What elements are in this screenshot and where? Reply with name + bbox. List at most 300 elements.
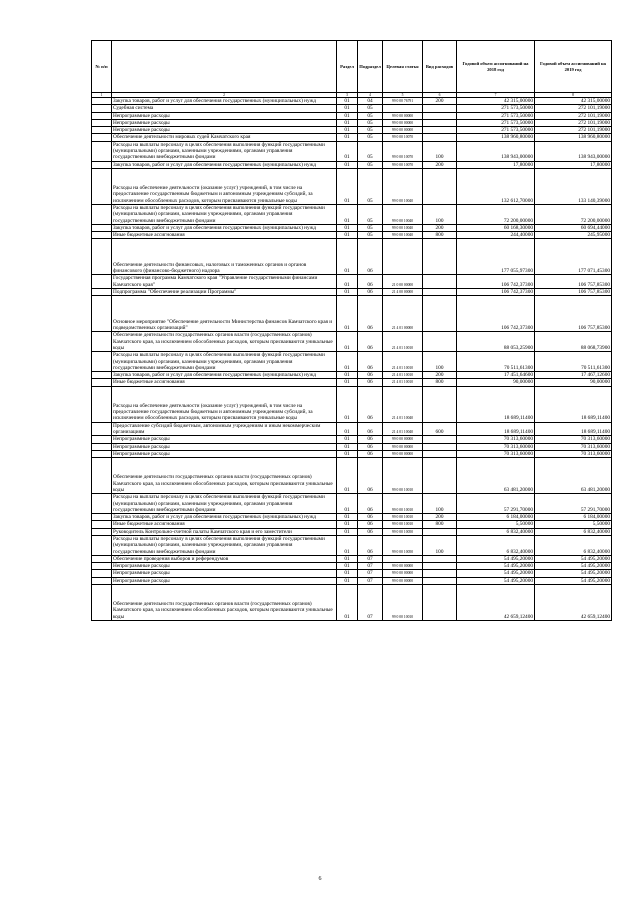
expense-type-cell: 800 — [423, 521, 457, 528]
amount-2018-cell: 6 832,40000 — [457, 528, 535, 535]
table-row — [92, 239, 612, 275]
expense-name-cell: Руководитель Контрольно-счетной палаты Камчатского края и его заместители — [112, 528, 337, 535]
table-row — [92, 514, 612, 521]
row-number-cell — [92, 232, 112, 239]
row-number-cell — [92, 372, 112, 379]
row-number-cell — [92, 119, 112, 126]
expense-name-cell: Основное мероприятие "Обеспечение деятельности Министерства финансов Камчатского края и подведомственных организаций" — [112, 296, 337, 332]
target-article-cell: 21 4 01 10040 — [383, 422, 423, 436]
subsection-code-cell: 06 — [358, 239, 383, 275]
amount-2018-cell: 106 742,37300 — [457, 296, 535, 332]
target-article-cell: 99 0 00 10040 — [383, 204, 423, 224]
expense-type-cell — [423, 528, 457, 535]
amount-2019-cell: 106 757,85300 — [535, 296, 612, 332]
subsection-code-cell: 05 — [358, 134, 383, 141]
row-number-cell — [92, 528, 112, 535]
subsection-code-cell: 06 — [358, 296, 383, 332]
subsection-code-cell: 05 — [358, 204, 383, 224]
section-code-cell: 01 — [337, 224, 358, 231]
table-row — [92, 535, 612, 555]
row-number-cell — [92, 535, 112, 555]
header-target-article: Целевая статья — [383, 41, 423, 93]
section-code-cell: 01 — [337, 289, 358, 296]
row-number-cell — [92, 386, 112, 422]
expense-name-cell: Подпрограмма "Обеспечение реализации Программы" — [112, 289, 337, 296]
row-number-cell — [92, 352, 112, 372]
row-number-cell — [92, 577, 112, 584]
table-row — [92, 204, 612, 224]
amount-2018-cell: 6 184,00000 — [457, 514, 535, 521]
amount-2018-cell: 18 689,11400 — [457, 386, 535, 422]
expense-name-cell: Расходы на выплаты персоналу в целях обеспечения выполнения функций государственными (муниципальными) органами, казенными учреждениями, органами управления государственными внебюджетными фондами — [112, 204, 337, 224]
expense-name-cell: Государственная программа Камчатского края "Управление государственными финансами Камчатского края" — [112, 275, 337, 289]
table-row — [92, 555, 612, 562]
budget-table — [91, 40, 612, 621]
amount-2018-cell: 72 200,00000 — [457, 204, 535, 224]
table-row — [92, 134, 612, 141]
section-code-cell: 01 — [337, 352, 358, 372]
table-row — [92, 105, 612, 112]
amount-2018-cell: 17,80000 — [457, 161, 535, 168]
subsection-code-cell: 07 — [358, 577, 383, 584]
amount-2019-cell: 272 101,19000 — [535, 119, 612, 126]
table-row — [92, 127, 612, 134]
subsection-code-cell: 06 — [358, 443, 383, 450]
target-article-cell — [383, 239, 423, 275]
amount-2018-cell: 271 573,50000 — [457, 127, 535, 134]
table-row — [92, 141, 612, 161]
table-row — [92, 372, 612, 379]
amount-2019-cell: 245,95000 — [535, 232, 612, 239]
expense-type-cell — [423, 585, 457, 621]
table-row — [92, 168, 612, 204]
expense-type-cell: 200 — [423, 224, 457, 231]
target-article-cell: 21 4 01 10010 — [383, 379, 423, 386]
subsection-code-cell: 04 — [358, 98, 383, 105]
column-number: 4 — [358, 93, 383, 98]
expense-name-cell: Закупка товаров, работ и услуг для обеспечения государственных (муниципальных) нужд — [112, 372, 337, 379]
subsection-code-cell: 05 — [358, 168, 383, 204]
section-code-cell: 01 — [337, 134, 358, 141]
row-number-cell — [92, 450, 112, 457]
expense-type-cell: 200 — [423, 372, 457, 379]
expense-type-cell: 800 — [423, 232, 457, 239]
section-code-cell: 01 — [337, 232, 358, 239]
expense-type-cell — [423, 289, 457, 296]
table-row — [92, 161, 612, 168]
table-body — [92, 98, 612, 621]
amount-2019-cell: 42 659,12400 — [535, 585, 612, 621]
subsection-code-cell: 05 — [358, 161, 383, 168]
table-row — [92, 379, 612, 386]
header-expense-type: Вид расходов — [423, 41, 457, 93]
amount-2019-cell: 54 495,20000 — [535, 570, 612, 577]
section-code-cell: 01 — [337, 577, 358, 584]
table-row — [92, 352, 612, 372]
subsection-code-cell: 06 — [358, 494, 383, 514]
expense-type-cell: 100 — [423, 494, 457, 514]
amount-2018-cell: 70 313,60000 — [457, 450, 535, 457]
table-row — [92, 443, 612, 450]
table-row — [92, 585, 612, 621]
section-code-cell: 01 — [337, 555, 358, 562]
header-subsection: Подраздел — [358, 41, 383, 93]
row-number-cell — [92, 563, 112, 570]
expense-type-cell — [423, 119, 457, 126]
table-row — [92, 577, 612, 584]
target-article-cell: 99 0 00 00000 — [383, 570, 423, 577]
expense-type-cell — [423, 570, 457, 577]
expense-name-cell: Закупка товаров, работ и услуг для обеспечения государственных (муниципальных) нужд — [112, 98, 337, 105]
amount-2019-cell: 63 481,20000 — [535, 458, 612, 494]
row-number-cell — [92, 296, 112, 332]
expense-name-cell: Расходы на выплаты персоналу в целях обеспечения выполнения функций государственными (муниципальными) органами, казенными учреждениями, органами управления государственными внебюджетными фондами — [112, 141, 337, 161]
expense-type-cell — [423, 563, 457, 570]
expense-name-cell: Непрограммные расходы — [112, 112, 337, 119]
amount-2018-cell: 54 495,20000 — [457, 570, 535, 577]
amount-2018-cell: 70 313,60000 — [457, 436, 535, 443]
amount-2019-cell: 70 313,60000 — [535, 436, 612, 443]
subsection-code-cell: 05 — [358, 105, 383, 112]
expense-name-cell: Расходы на выплаты персоналу в целях обеспечения выполнения функций государственными (муниципальными) органами, казенными учреждениями, органами управления государственными внебюджетными фондами — [112, 494, 337, 514]
column-number: 2 — [112, 93, 337, 98]
row-number-cell — [92, 585, 112, 621]
section-code-cell: 01 — [337, 422, 358, 436]
target-article-cell: 21 4 01 10010 — [383, 352, 423, 372]
section-code-cell: 01 — [337, 332, 358, 352]
target-article-cell: 99 0 00 10040 — [383, 168, 423, 204]
target-article-cell: 21 4 01 00000 — [383, 296, 423, 332]
amount-2018-cell: 54 495,20000 — [457, 555, 535, 562]
expense-name-cell: Обеспечение деятельности государственных органов власти (государственных органов) Камчатского края, за исключением обособленных расходов, которым присваиваются уникальные коды — [112, 332, 337, 352]
subsection-code-cell: 06 — [358, 332, 383, 352]
expense-type-cell — [423, 577, 457, 584]
header-amount-2018: Годовой объем ассигнований на 2018 год — [457, 41, 535, 93]
table-row — [92, 528, 612, 535]
amount-2018-cell: 106 742,37300 — [457, 289, 535, 296]
amount-2018-cell: 271 573,50000 — [457, 112, 535, 119]
subsection-code-cell: 05 — [358, 224, 383, 231]
amount-2019-cell: 54 495,20000 — [535, 555, 612, 562]
section-code-cell: 01 — [337, 105, 358, 112]
expense-type-cell: 100 — [423, 535, 457, 555]
target-article-cell: 99 0 00 00000 — [383, 436, 423, 443]
table-row — [92, 386, 612, 422]
section-code-cell: 01 — [337, 585, 358, 621]
expense-type-cell — [423, 127, 457, 134]
column-number: 1 — [92, 93, 112, 98]
amount-2018-cell: 57 291,70000 — [457, 494, 535, 514]
target-article-cell: 99 0 00 10010 — [383, 494, 423, 514]
amount-2018-cell: 54 495,20000 — [457, 577, 535, 584]
table-row — [92, 112, 612, 119]
column-number: 8 — [535, 93, 612, 98]
target-article-cell: 99 0 00 10070 — [383, 134, 423, 141]
expense-type-cell — [423, 555, 457, 562]
table-row — [92, 570, 612, 577]
amount-2018-cell: 63 481,20000 — [457, 458, 535, 494]
target-article-cell: 99 0 00 00000 — [383, 563, 423, 570]
amount-2018-cell: 70 511,61300 — [457, 352, 535, 372]
amount-2018-cell: 18 689,11400 — [457, 422, 535, 436]
section-code-cell: 01 — [337, 127, 358, 134]
expense-type-cell — [423, 239, 457, 275]
expense-name-cell: Обеспечение деятельности мировых судей Камчатского края — [112, 134, 337, 141]
expense-type-cell: 200 — [423, 98, 457, 105]
section-code-cell: 01 — [337, 563, 358, 570]
amount-2019-cell: 54 495,20000 — [535, 563, 612, 570]
row-number-cell — [92, 112, 112, 119]
section-code-cell: 01 — [337, 204, 358, 224]
amount-2018-cell: 88 053,25900 — [457, 332, 535, 352]
amount-2018-cell: 5,50000 — [457, 521, 535, 528]
amount-2019-cell: 18 689,11400 — [535, 422, 612, 436]
column-number: 7 — [457, 93, 535, 98]
expense-name-cell: Непрограммные расходы — [112, 127, 337, 134]
row-number-cell — [92, 332, 112, 352]
subsection-code-cell: 06 — [358, 521, 383, 528]
target-article-cell — [383, 105, 423, 112]
row-number-cell — [92, 239, 112, 275]
row-number-cell — [92, 224, 112, 231]
section-code-cell: 01 — [337, 379, 358, 386]
target-article-cell: 99 0 00 10010 — [383, 514, 423, 521]
column-number: 5 — [383, 93, 423, 98]
amount-2019-cell: 70 313,60000 — [535, 450, 612, 457]
table-row — [92, 494, 612, 514]
amount-2019-cell: 6 832,40000 — [535, 528, 612, 535]
expense-name-cell: Обеспечение деятельности государственных органов власти (государственных органов) Камчатского края, за исключением обособленных расходов, которым присваиваются уникальные коды — [112, 585, 337, 621]
row-number-cell — [92, 204, 112, 224]
amount-2019-cell: 138 943,00000 — [535, 141, 612, 161]
subsection-code-cell: 05 — [358, 112, 383, 119]
row-number-cell — [92, 521, 112, 528]
amount-2018-cell: 138 960,80000 — [457, 134, 535, 141]
expense-type-cell: 800 — [423, 379, 457, 386]
section-code-cell: 01 — [337, 528, 358, 535]
subsection-code-cell: 06 — [358, 422, 383, 436]
target-article-cell: 99 0 00 10070 — [383, 161, 423, 168]
amount-2019-cell: 272 101,19000 — [535, 105, 612, 112]
expense-name-cell: Расходы на обеспечение деятельности (оказание услуг) учреждений, в том числе на предоставление государственным бюджетным и автономным учреждениям субсидий, за исключением обособленных расходов, которым присваиваются уникальные коды — [112, 168, 337, 204]
expense-type-cell — [423, 443, 457, 450]
column-number: 3 — [337, 93, 358, 98]
header-amount-2019: Годовой объем ассигнований на 2019 год — [535, 41, 612, 93]
amount-2018-cell: 6 832,40000 — [457, 535, 535, 555]
amount-2019-cell: 177 071,45300 — [535, 239, 612, 275]
subsection-code-cell: 06 — [358, 379, 383, 386]
expense-name-cell: Иные бюджетные ассигнования — [112, 379, 337, 386]
target-article-cell: 99 0 00 10010 — [383, 521, 423, 528]
table-row — [92, 422, 612, 436]
table-row — [92, 450, 612, 457]
amount-2019-cell: 88 068,73900 — [535, 332, 612, 352]
expense-name-cell: Судебная система — [112, 105, 337, 112]
table-row — [92, 119, 612, 126]
target-article-cell — [383, 555, 423, 562]
amount-2019-cell: 90,00000 — [535, 379, 612, 386]
target-article-cell: 99 0 00 10040 — [383, 232, 423, 239]
expense-type-cell — [423, 134, 457, 141]
target-article-cell: 99 0 00 00000 — [383, 127, 423, 134]
subsection-code-cell: 06 — [358, 514, 383, 521]
expense-type-cell — [423, 296, 457, 332]
subsection-code-cell: 06 — [358, 436, 383, 443]
expense-type-cell — [423, 112, 457, 119]
table-row — [92, 436, 612, 443]
amount-2019-cell: 17 467,12600 — [535, 372, 612, 379]
header-section: Раздел — [337, 41, 358, 93]
target-article-cell: 99 0 00 00000 — [383, 443, 423, 450]
target-article-cell: 99 0 00 10010 — [383, 458, 423, 494]
amount-2018-cell: 244,40000 — [457, 232, 535, 239]
amount-2019-cell: 133 140,39000 — [535, 168, 612, 204]
header-number: № п/п — [92, 41, 112, 93]
subsection-code-cell: 07 — [358, 555, 383, 562]
amount-2019-cell: 138 960,80000 — [535, 134, 612, 141]
section-code-cell: 01 — [337, 161, 358, 168]
table-row — [92, 224, 612, 231]
section-code-cell: 01 — [337, 514, 358, 521]
expense-type-cell — [423, 386, 457, 422]
amount-2018-cell: 271 573,50000 — [457, 105, 535, 112]
column-number: 6 — [423, 93, 457, 98]
section-code-cell: 01 — [337, 386, 358, 422]
section-code-cell: 01 — [337, 112, 358, 119]
section-code-cell: 01 — [337, 275, 358, 289]
row-number-cell — [92, 127, 112, 134]
section-code-cell: 01 — [337, 570, 358, 577]
target-article-cell: 21 4 01 10040 — [383, 386, 423, 422]
expense-name-cell: Непрограммные расходы — [112, 119, 337, 126]
expense-name-cell: Обеспечение проведения выборов и референдумов — [112, 555, 337, 562]
row-number-cell — [92, 98, 112, 105]
amount-2019-cell: 5,50000 — [535, 521, 612, 528]
table-row — [92, 296, 612, 332]
expense-type-cell — [423, 458, 457, 494]
amount-2019-cell: 60 694,44000 — [535, 224, 612, 231]
section-code-cell: 01 — [337, 535, 358, 555]
amount-2019-cell: 57 291,70000 — [535, 494, 612, 514]
row-number-cell — [92, 494, 112, 514]
expense-type-cell — [423, 436, 457, 443]
expense-type-cell: 600 — [423, 422, 457, 436]
expense-type-cell: 200 — [423, 161, 457, 168]
subsection-code-cell: 05 — [358, 127, 383, 134]
section-code-cell: 01 — [337, 458, 358, 494]
page-number: 6 — [318, 876, 322, 882]
expense-type-cell: 100 — [423, 352, 457, 372]
header-name — [112, 41, 337, 93]
subsection-code-cell: 06 — [358, 528, 383, 535]
section-code-cell: 01 — [337, 239, 358, 275]
subsection-code-cell: 06 — [358, 535, 383, 555]
expense-name-cell: Расходы на обеспечение деятельности (оказание услуг) учреждений, в том числе на предоставление государственным бюджетным и автономным учреждениям субсидий, за исключением обособленных расходов, которым присваиваются уникальные коды — [112, 386, 337, 422]
amount-2019-cell: 70 313,60000 — [535, 443, 612, 450]
row-number-cell — [92, 141, 112, 161]
row-number-cell — [92, 161, 112, 168]
section-code-cell: 01 — [337, 450, 358, 457]
target-article-cell: 99 0 00 76791 — [383, 98, 423, 105]
amount-2019-cell: 18 689,11400 — [535, 386, 612, 422]
amount-2019-cell: 272 101,19000 — [535, 127, 612, 134]
subsection-code-cell: 05 — [358, 141, 383, 161]
target-article-cell: 99 0 00 00000 — [383, 112, 423, 119]
amount-2019-cell: 106 757,85300 — [535, 275, 612, 289]
amount-2019-cell: 106 757,85300 — [535, 289, 612, 296]
expense-type-cell: 200 — [423, 514, 457, 521]
amount-2019-cell: 42 315,00000 — [535, 98, 612, 105]
section-code-cell: 01 — [337, 443, 358, 450]
expense-type-cell: 100 — [423, 141, 457, 161]
expense-name-cell: Обеспечение деятельности финансовых, налоговых и таможенных органов и органов финансового (финансово-бюджетного) надзора — [112, 239, 337, 275]
section-code-cell: 01 — [337, 141, 358, 161]
section-code-cell: 01 — [337, 98, 358, 105]
expense-name-cell: Расходы на выплаты персоналу в целях обеспечения выполнения функций государственными (муниципальными) органами, казенными учреждениями, органами управления государственными внебюджетными фондами — [112, 535, 337, 555]
expense-type-cell — [423, 450, 457, 457]
row-number-cell — [92, 514, 112, 521]
expense-name-cell: Обеспечение деятельности государственных органов власти (государственных органов) Камчатского края, за исключением обособленных расходов, которым присваиваются уникальные коды — [112, 458, 337, 494]
amount-2018-cell: 42 659,12400 — [457, 585, 535, 621]
section-code-cell: 01 — [337, 372, 358, 379]
expense-name-cell: Непрограммные расходы — [112, 570, 337, 577]
table-row — [92, 563, 612, 570]
subsection-code-cell: 05 — [358, 232, 383, 239]
table-header-row — [92, 41, 612, 93]
amount-2019-cell: 54 495,20000 — [535, 577, 612, 584]
expense-name-cell: Непрограммные расходы — [112, 436, 337, 443]
expense-name-cell: Непрограммные расходы — [112, 443, 337, 450]
target-article-cell: 21 4 01 10010 — [383, 332, 423, 352]
table-row — [92, 275, 612, 289]
target-article-cell: 99 0 00 10050 — [383, 535, 423, 555]
amount-2018-cell: 177 055,97300 — [457, 239, 535, 275]
table-row — [92, 289, 612, 296]
amount-2019-cell: 6 184,00000 — [535, 514, 612, 521]
row-number-cell — [92, 168, 112, 204]
subsection-code-cell: 06 — [358, 386, 383, 422]
target-article-cell: 99 0 00 10010 — [383, 585, 423, 621]
target-article-cell: 21 0 00 00000 — [383, 275, 423, 289]
table-row — [92, 521, 612, 528]
row-number-cell — [92, 555, 112, 562]
expense-name-cell: Непрограммные расходы — [112, 577, 337, 584]
row-number-cell — [92, 443, 112, 450]
subsection-code-cell: 07 — [358, 563, 383, 570]
expense-type-cell — [423, 168, 457, 204]
target-article-cell: 21 4 01 10010 — [383, 372, 423, 379]
row-number-cell — [92, 134, 112, 141]
expense-name-cell: Иные бюджетные ассигнования — [112, 232, 337, 239]
table-row — [92, 232, 612, 239]
target-article-cell: 99 0 00 00000 — [383, 577, 423, 584]
subsection-code-cell: 06 — [358, 458, 383, 494]
table-row — [92, 98, 612, 105]
section-code-cell: 01 — [337, 494, 358, 514]
expense-name-cell: Закупка товаров, работ и услуг для обеспечения государственных (муниципальных) нужд — [112, 161, 337, 168]
expense-name-cell: Закупка товаров, работ и услуг для обеспечения государственных (муниципальных) нужд — [112, 224, 337, 231]
target-article-cell: 99 0 00 00000 — [383, 119, 423, 126]
section-code-cell: 01 — [337, 296, 358, 332]
amount-2018-cell: 271 573,50000 — [457, 119, 535, 126]
amount-2019-cell: 72 200,00000 — [535, 204, 612, 224]
expense-name-cell: Расходы на выплаты персоналу в целях обеспечения выполнения функций государственными (муниципальными) органами, казенными учреждениями, органами управления государственными внебюджетными фондами — [112, 352, 337, 372]
row-number-cell — [92, 289, 112, 296]
amount-2018-cell: 60 168,30000 — [457, 224, 535, 231]
target-article-cell: 99 0 00 10040 — [383, 224, 423, 231]
subsection-code-cell: 07 — [358, 570, 383, 577]
amount-2018-cell: 138 943,00000 — [457, 141, 535, 161]
